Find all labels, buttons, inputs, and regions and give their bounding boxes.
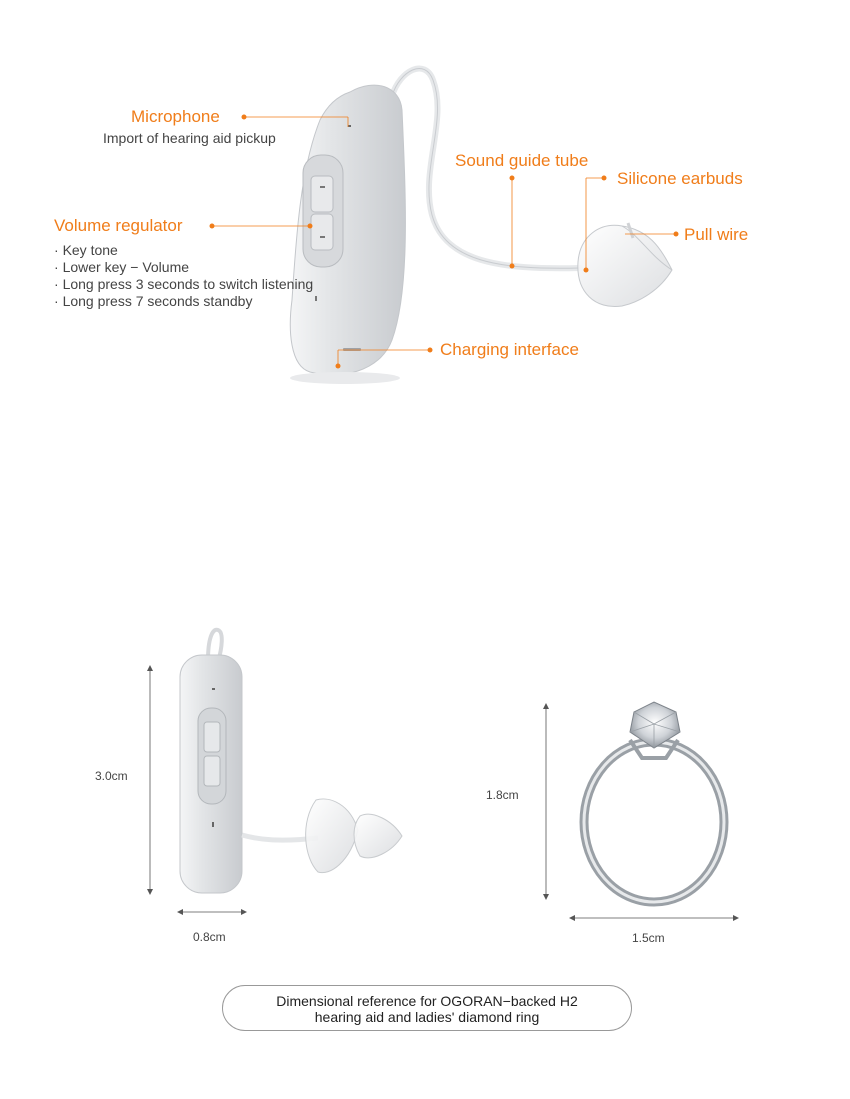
list-item: · Lower key − Volume: [54, 259, 313, 276]
list-item: · Long press 7 seconds standby: [54, 293, 313, 310]
charging-interface-label: Charging interface: [440, 340, 579, 359]
silicone-earbuds-label: Silicone earbuds: [617, 169, 743, 188]
caption-line-2: hearing aid and ladies' diamond ring: [314, 1009, 540, 1025]
caption-box: [222, 985, 632, 1031]
volume-regulator-label: Volume regulator: [54, 216, 183, 235]
microphone-label: Microphone: [131, 107, 220, 126]
pull-wire-label: Pull wire: [684, 225, 749, 244]
list-item: · Key tone: [54, 242, 313, 259]
sound-guide-tube-label: Sound guide tube: [455, 151, 589, 170]
aid-height-label: 3.0cm: [95, 769, 128, 783]
ring-height-label: 1.8cm: [486, 788, 519, 802]
hearing-aid-illustration: [290, 69, 580, 384]
volume-regulator-list: [54, 242, 313, 310]
diamond-ring: [584, 702, 724, 902]
microphone-desc: Import of hearing aid pickup: [103, 130, 276, 146]
aid-width-label: 0.8cm: [193, 930, 226, 944]
ring-width-label: 1.5cm: [632, 931, 665, 945]
list-item: · Long press 3 seconds to switch listening: [54, 276, 313, 293]
hearing-aid-side-view: [180, 630, 402, 893]
caption-line-1: Dimensional reference for OGORAN−backed H2: [276, 993, 578, 1009]
silicone-earbud: [578, 223, 672, 307]
